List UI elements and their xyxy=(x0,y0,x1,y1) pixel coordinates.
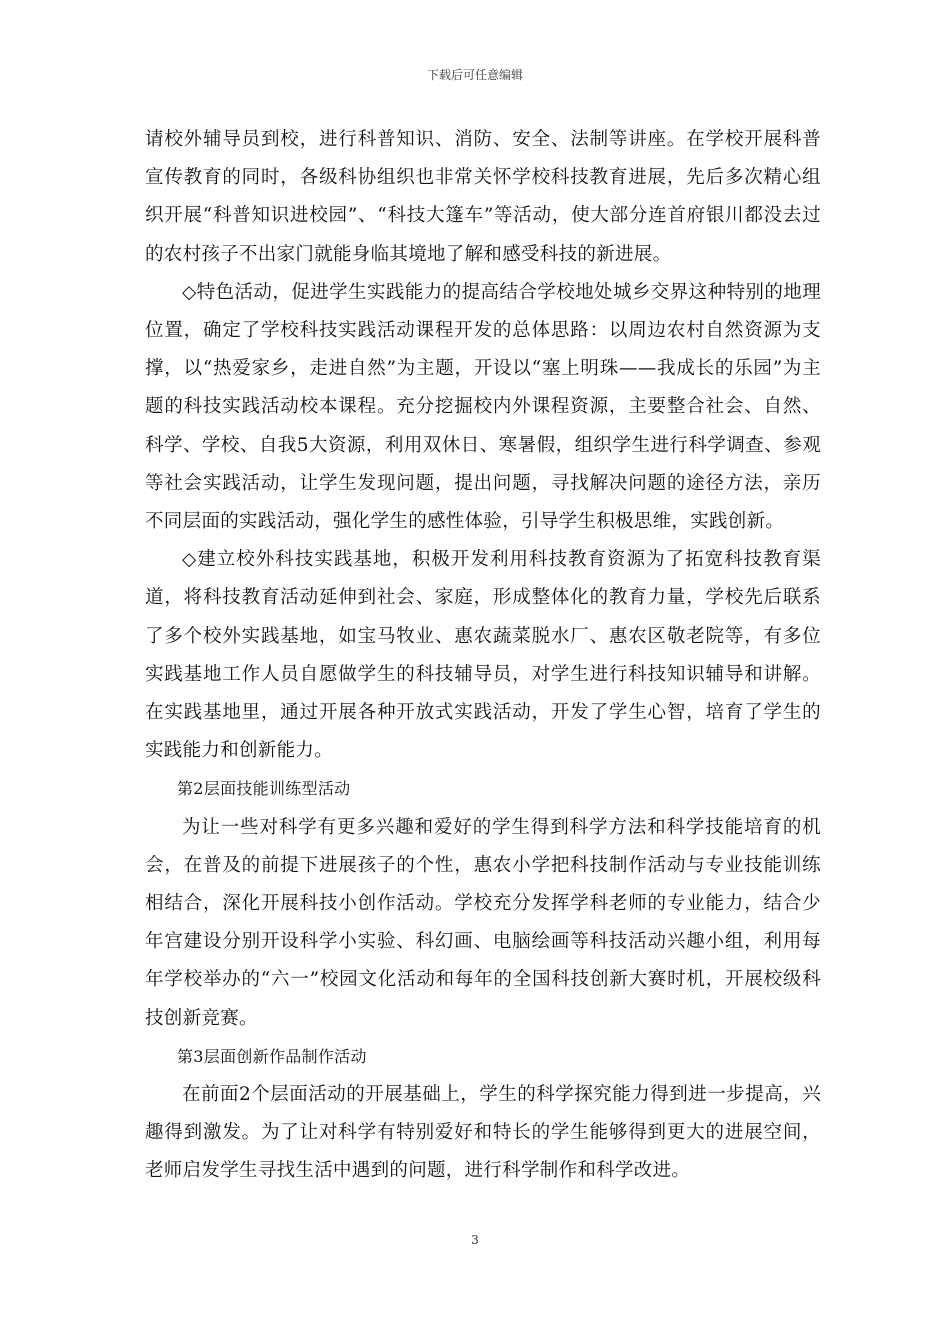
paragraph-practice-base: ◇建立校外科技实践基地，积极开发利用科技教育资源为了拓宽科技教育渠道，将科技教育活动延伸到社会、家庭，形成整体化的教育力量，学校先后联系了多个校外实践基地，如宝马牧业、惠农蔬菜脱水厂、惠农区敬老院等，有多位实践基地工作人员自愿做学生的科技辅导员，对学生进行科技知识辅导和讲解。在实践基地里，通过开展各种开放式实践活动，开发了学生心智，培育了学生的实践能力和创新能力。 xyxy=(145,549,821,762)
paragraph-special-activities: ◇特色活动，促进学生实践能力的提高结合学校地处城乡交界这种特别的地理位置，确定了学校科技实践活动课程开发的总体思路：以周边农村自然资源为支撑，以“热爱家乡，走进自然”为主题，开设以“塞上明珠——我成长的乐园”为主题的科技实践活动校本课程。充分挖掘校内外课程资源，主要整合社会、自然、科学、学校、自我5大资源，利用双休日、寒暑假，组织学生进行科学调查、参观等社会实践活动，让学生发现问题，提出问题，寻找解决问题的途径方法，亲历不同层面的实践活动，强化学生的感性体验，引导学生积极思维，实践创新。 xyxy=(145,281,821,533)
paragraph-skill-training: 为让一些对科学有更多兴趣和爱好的学生得到科学方法和科学技能培育的机会，在普及的前提下进展孩子的个性，惠农小学把科技制作活动与专业技能训练相结合，深化开展科技小创作活动。学校充分发挥学科老师的专业能力，结合少年宫建设分别开设科学小实验、科幻画、电脑绘画等科技活动兴趣小组，利用每年学校举办的“六一”校园文化活动和每年的全国科技创新大赛时机，开展校级科技创新竞赛。 xyxy=(145,816,821,1029)
page-number: 3 xyxy=(471,1233,479,1247)
section-heading-level-2: 第2层面技能训练型活动 xyxy=(177,779,351,799)
paragraph-innovation: 在前面2个层面活动的开展基础上，学生的科学探究能力得到进一步提高，兴趣得到激发。为了让对科学有特别爱好和特长的学生能够得到更大的进展空间，老师启发学生寻找生活中遇到的问题，进行科学制作和科学改进。 xyxy=(145,1084,821,1182)
document-body xyxy=(145,121,821,1191)
page-header: 下载后可任意编辑 xyxy=(426,68,523,82)
section-heading-level-3: 第3层面创新作品制作活动 xyxy=(177,1046,367,1066)
paragraph-continuation: 请校外辅导员到校，进行科普知识、消防、安全、法制等讲座。在学校开展科普宣传教育的同时，各级科协组织也非常关怀学校科技教育进展，先后多次精心组织开展“科普知识进校园”、“科技大篷车”等活动，使大部分连首府银川都没去过的农村孩子不出家门就能身临其境地了解和感受科技的新进展。 xyxy=(145,129,821,265)
